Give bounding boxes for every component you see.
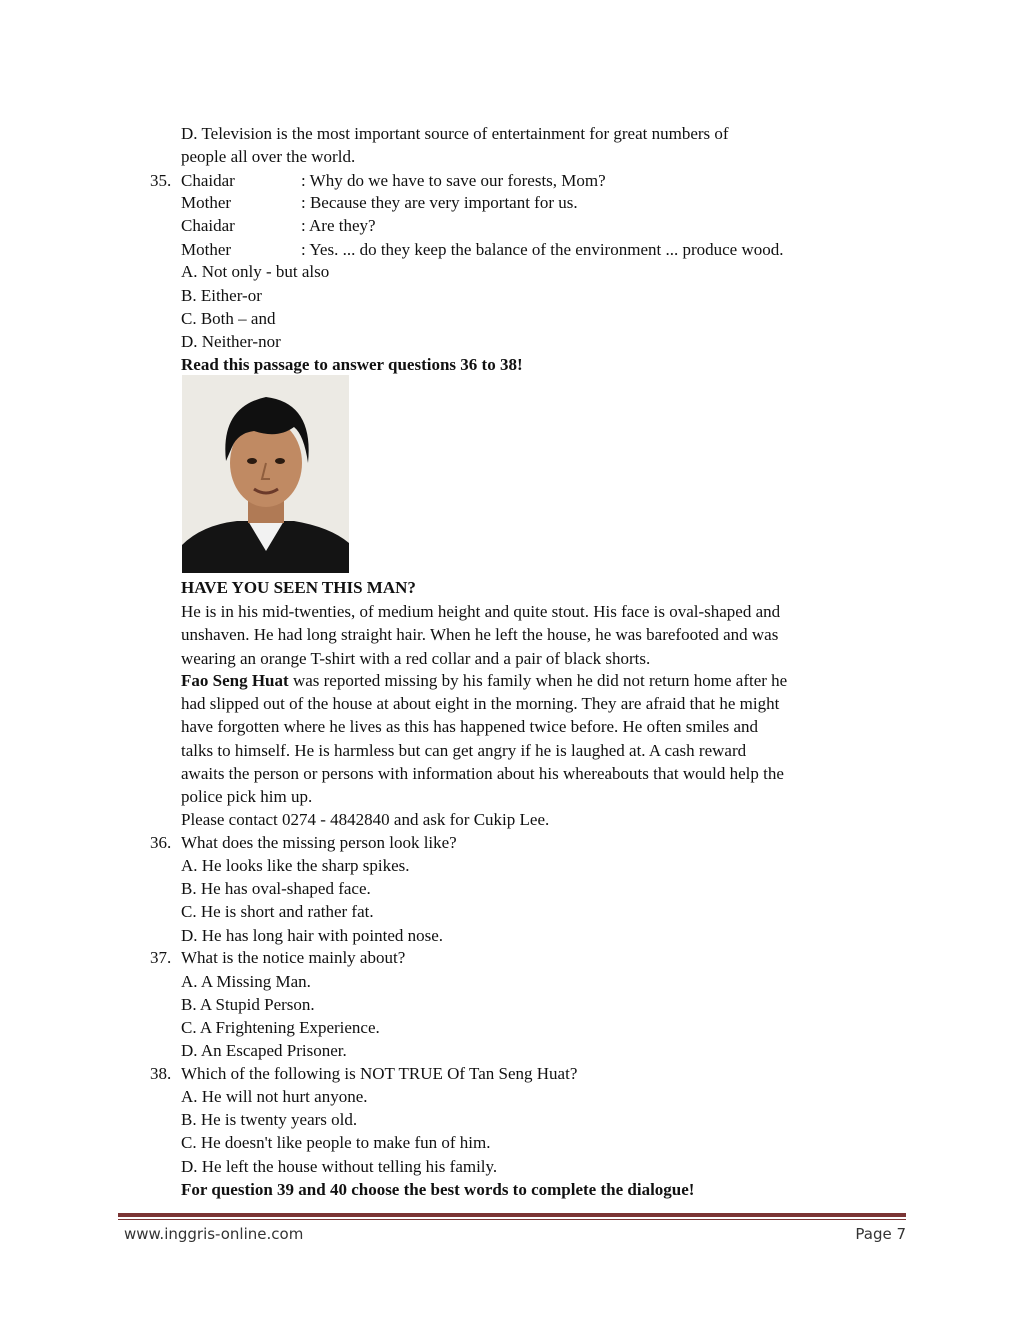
q37-option-d: D. An Escaped Prisoner.	[181, 1041, 347, 1060]
q35-option-d: D. Neither-nor	[181, 332, 281, 351]
q37-text: What is the notice mainly about?	[181, 948, 406, 967]
notice-para2-line-1	[181, 669, 787, 692]
notice-line-1: He is in his mid-twenties, of medium height and quite stout. His face is oval-shaped and	[181, 602, 781, 621]
q35-line-3: : Are they?	[301, 216, 376, 235]
q35-line-2: : Because they are very important for us.	[301, 193, 578, 212]
q35-line-4: : Yes. ... do they keep the balance of the environment ... produce wood.	[301, 240, 784, 259]
notice-para2-line-5: awaits the person or persons with information about his whereabouts that would help the	[181, 764, 784, 783]
notice-para2-line-2: had slipped out of the house at about eight in the morning. They are afraid that he might	[181, 694, 780, 713]
q38-text: Which of the following is NOT TRUE Of Tan Seng Huat?	[181, 1064, 578, 1083]
q36-text: What does the missing person look like?	[181, 833, 457, 852]
q37-option-a: A. A Missing Man.	[181, 972, 311, 991]
footer-divider-thin	[118, 1219, 906, 1220]
notice-para2-first-text: was reported missing by his family when he did not return home after he	[288, 671, 788, 690]
passage-instruction: Read this passage to answer questions 36 to 38!	[181, 355, 523, 374]
q35-option-b: B. Either-or	[181, 286, 262, 305]
q38-option-d: D. He left the house without telling his family.	[181, 1157, 498, 1176]
notice-para2-line-3: have forgotten where he lives as this has happened twice before. He often smiles and	[181, 717, 759, 736]
q36-option-c: C. He is short and rather fat.	[181, 902, 374, 921]
q35-speaker-2: Mother	[181, 193, 232, 212]
missing-person-name: Fao Seng Huat	[181, 671, 289, 690]
footer-divider-thick	[118, 1213, 906, 1217]
q35-speaker-4: Mother	[181, 240, 232, 259]
notice-para2-line-4: talks to himself. He is harmless but can get angry if he is laughed at. A cash reward	[181, 741, 747, 760]
q38-number: 38.	[150, 1064, 172, 1083]
q34-option-d-line2: people all over the world.	[181, 147, 356, 166]
notice-line-3: wearing an orange T-shirt with a red collar and a pair of black shorts.	[181, 649, 651, 668]
q35-speaker-3: Chaidar	[181, 216, 235, 235]
q34-option-d-line1: D. Television is the most important source of entertainment for great numbers of	[181, 124, 729, 143]
q37-option-b: B. A Stupid Person.	[181, 995, 315, 1014]
notice-line-2: unshaven. He had long straight hair. When he left the house, he was barefooted and was	[181, 625, 779, 644]
notice-contact: Please contact 0274 - 4842840 and ask for Cukip Lee.	[181, 810, 550, 829]
next-instruction: For question 39 and 40 choose the best words to complete the dialogue!	[181, 1180, 695, 1199]
q38-option-c: C. He doesn't like people to make fun of him.	[181, 1133, 491, 1152]
q36-option-b: B. He has oval-shaped face.	[181, 879, 371, 898]
q35-speaker-1: Chaidar	[181, 171, 235, 190]
q35-option-c: C. Both – and	[181, 309, 276, 328]
q38-option-a: A. He will not hurt anyone.	[181, 1087, 368, 1106]
q36-option-d: D. He has long hair with pointed nose.	[181, 926, 444, 945]
q36-number: 36.	[150, 833, 172, 852]
q38-option-b: B. He is twenty years old.	[181, 1110, 358, 1129]
notice-heading: HAVE YOU SEEN THIS MAN?	[181, 578, 416, 597]
q35-option-a: A. Not only - but also	[181, 262, 330, 281]
footer-page-number: Page 7	[855, 1225, 906, 1243]
q35-number: 35.	[150, 171, 172, 190]
missing-man-photo	[182, 375, 349, 573]
q37-number: 37.	[150, 948, 172, 967]
q35-line-1: : Why do we have to save our forests, Mom?	[301, 171, 606, 190]
notice-para2-line-6: police pick him up.	[181, 787, 313, 806]
footer-website: www.inggris-online.com	[124, 1225, 304, 1243]
q37-option-c: C. A Frightening Experience.	[181, 1018, 380, 1037]
q36-option-a: A. He looks like the sharp spikes.	[181, 856, 410, 875]
